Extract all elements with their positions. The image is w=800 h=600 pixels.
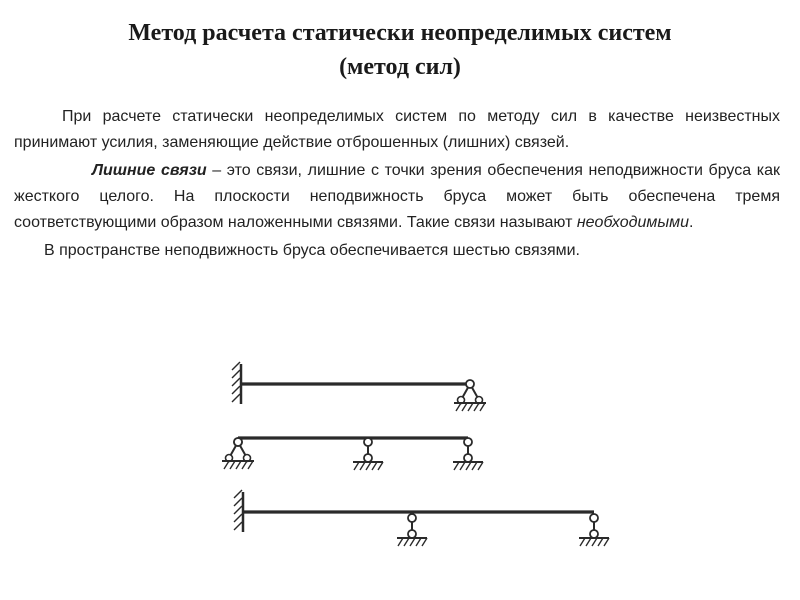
scheme-2 <box>222 438 483 470</box>
scheme-1 <box>232 362 486 411</box>
paragraph-3: В пространстве неподвижность бруса обеспечивается шестью связями. <box>44 242 580 259</box>
title-line-2: (метод сил) <box>339 54 461 80</box>
term-necessary: необходимыми <box>576 214 689 231</box>
fixed-wall-1 <box>232 362 241 404</box>
body-text <box>14 104 780 264</box>
paragraph-1: При расчете статически неопределимых систем по методу сил в качестве неизвестных принимают усилия, заменяющие действие отброшенных (лишних) связей. <box>14 108 780 151</box>
paragraph-2-text: – это связи, лишние с точки зрения обеспечения неподвижности бруса как жесткого целого. На плоскости неподвижность бруса может быть обеспечена тремя соответствующими образом наложенными связями. Такие связи называют <box>14 162 781 231</box>
fixed-wall-3 <box>234 490 243 532</box>
beam-diagrams <box>0 340 800 570</box>
support-2b <box>353 438 383 470</box>
paragraph-2 <box>14 158 780 236</box>
support-2c <box>453 438 483 470</box>
support-3b <box>579 514 609 546</box>
scheme-3 <box>234 490 609 546</box>
slide-title <box>0 16 800 84</box>
paragraph-2-end: . <box>688 214 694 231</box>
term-redundant-constraints: Лишние связи <box>92 162 207 179</box>
support-3a <box>397 514 427 546</box>
title-line-1: Метод расчета статически неопределимых систем <box>128 20 672 46</box>
